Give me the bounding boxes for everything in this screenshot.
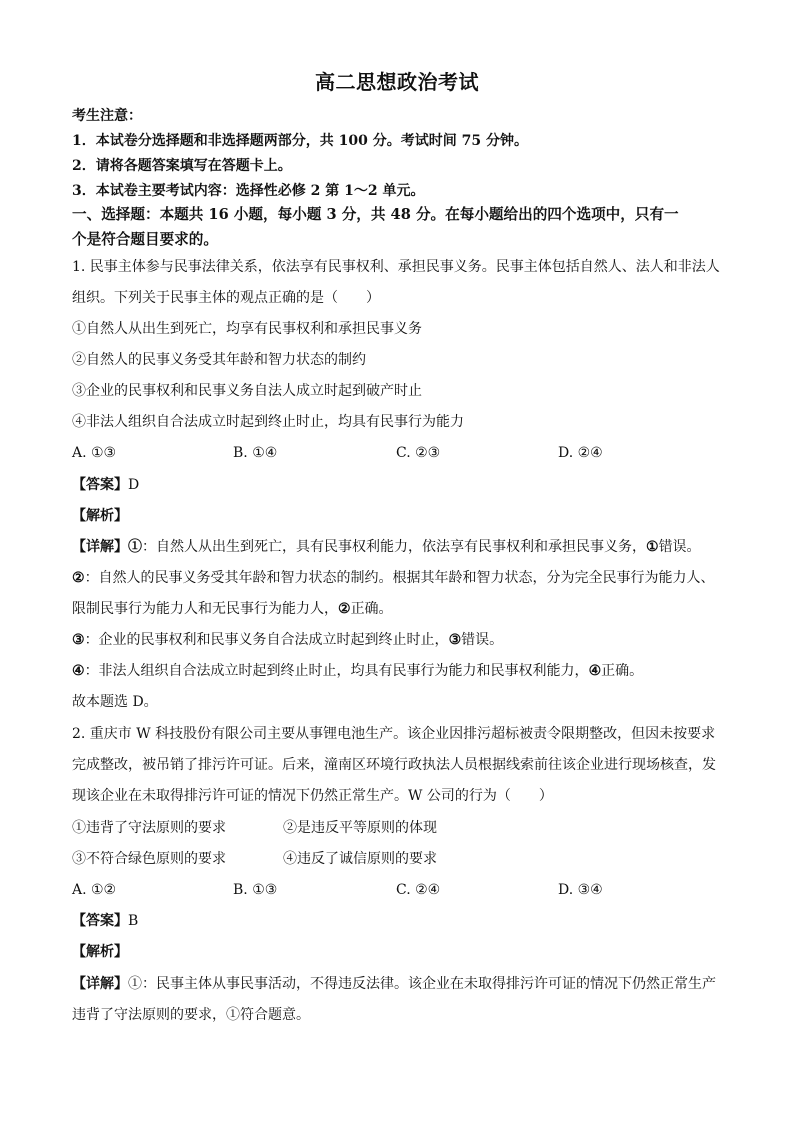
- q1-conclusion: 故本题选 D。: [72, 694, 158, 710]
- notice-item-3: 3．本试卷主要考试内容：选择性必修 2 第 1～2 单元。: [72, 183, 425, 199]
- q1-detail-4-text: ：非法人组织自合法成立时起到终止时止，均具有民事行为能力和民事权利能力，: [84, 663, 589, 679]
- notice-item-2: 2．请将各题答案填写在答题卡上。: [72, 158, 292, 174]
- q1-detail-3-mark-inline: ③: [448, 632, 462, 648]
- q2-detail-line-1: [72, 974, 722, 994]
- q2-option-d: D. ③④: [558, 882, 603, 898]
- q1-detail-3-mark: ③: [72, 632, 85, 648]
- q1-detail-2-text-cont: 限制民事行为能力人和无民事行为能力人，: [72, 601, 338, 617]
- notice-heading: 考生注意：: [72, 108, 142, 124]
- q1-detail-line-3: [72, 599, 722, 619]
- q1-option-b: B. ①④: [233, 445, 278, 461]
- q2-option-b: B. ①③: [233, 882, 278, 898]
- q1-detail-3-verdict: 错误。: [461, 632, 504, 648]
- q1-option-d: D. ②④: [558, 445, 603, 461]
- q1-detail-2-text: ：自然人的民事义务受其年龄和智力状态的制约。根据其年龄和智力状态，分为完全民事行为能力人、: [84, 570, 715, 586]
- q1-statement-4: ④非法人组织自合法成立时起到终止时止，均具有民事行为能力: [72, 414, 464, 430]
- section-heading-line-1: 一、选择题：本题共 16 小题，每小题 3 分，共 48 分。在每小题给出的四个选项中，只有一: [72, 206, 679, 223]
- notice-item-1: 1．本试卷分选择题和非选择题两部分，共 100 分。考试时间 75 分钟。: [72, 133, 528, 149]
- q2-statement-2: ②是违反平等原则的体现: [283, 820, 437, 836]
- q1-detail-1-verdict: 错误。: [658, 539, 701, 555]
- q1-detail-line-5: [72, 661, 722, 681]
- q2-stem-line-3: 现该企业在未取得排污许可证的情况下仍然正常生产。W 公司的行为（ ）: [72, 788, 553, 804]
- q1-detail-line-4: [72, 630, 722, 650]
- q1-detail-1-mark: ①: [128, 539, 142, 555]
- q1-option-c: C. ②③: [396, 445, 441, 461]
- exam-title: 高二思想政治考试: [315, 70, 479, 94]
- q2-statement-1: ①违背了守法原则的要求: [72, 820, 226, 836]
- q2-statement-4: ④违反了诚信原则的要求: [283, 851, 437, 867]
- q1-analysis-label: 【解析】: [72, 508, 128, 524]
- q1-detail-4-mark: ④: [72, 663, 85, 679]
- q1-answer-label: 【答案】: [72, 477, 128, 493]
- q1-detail-2-verdict: 正确。: [350, 601, 393, 617]
- q2-statement-3: ③不符合绿色原则的要求: [72, 851, 226, 867]
- q1-statement-2: ②自然人的民事义务受其年龄和智力状态的制约: [72, 352, 366, 368]
- section-heading-line-2: 个是符合题目要求的。: [72, 231, 218, 248]
- q1-answer-value: D: [128, 477, 140, 493]
- q2-detail-1-text: ①：民事主体从事民事活动，不得违反法律。该企业在未取得排污许可证的情况下仍然正常生产: [128, 976, 716, 992]
- q2-stem-line-1: 2. 重庆市 W 科技股份有限公司主要从事锂电池生产。该企业因排污超标被责令限期整改，但因未按要求: [72, 726, 716, 742]
- q2-detail-label: 【详解】: [72, 976, 128, 992]
- q1-statement-3: ③企业的民事权利和民事义务自法人成立时起到破产时止: [72, 383, 422, 399]
- q1-detail-4-verdict: 正确。: [601, 663, 644, 679]
- q2-option-a: A. ①②: [72, 882, 117, 898]
- q1-detail-2-mark: ②: [72, 570, 85, 586]
- q1-option-a: A. ①③: [72, 445, 117, 461]
- q2-analysis-label: 【解析】: [72, 944, 128, 960]
- q1-detail-label: 【详解】: [72, 539, 128, 555]
- q1-detail-3-text: ：企业的民事权利和民事义务自合法成立时起到终止时止，: [84, 632, 449, 648]
- q1-statement-1: ①自然人从出生到死亡，均享有民事权利和承担民事义务: [72, 321, 422, 337]
- q1-stem-line-1: 1. 民事主体参与民事法律关系，依法享有民事权利、承担民事义务。民事主体包括自然人、法人和非法人: [72, 259, 720, 275]
- q1-detail-2-mark-inline: ②: [338, 601, 351, 617]
- q2-answer: [72, 911, 722, 931]
- q1-detail-line-1: [72, 537, 722, 557]
- q1-detail-line-2: [72, 568, 722, 588]
- q1-detail-4-mark-inline: ④: [588, 663, 602, 679]
- q2-answer-value: B: [128, 913, 139, 929]
- q2-answer-label: 【答案】: [72, 913, 128, 929]
- q1-stem-line-2: 组织。下列关于民事主体的观点正确的是（ ）: [72, 290, 380, 306]
- q2-stem-line-2: 完成整改，被吊销了排污许可证。后来，潼南区环境行政执法人员根据线索前往该企业进行现场核查，发: [72, 757, 716, 773]
- q1-detail-1-text: ：自然人从出生到死亡，具有民事权利能力，依法享有民事权利和承担民事义务，: [142, 539, 646, 555]
- q2-detail-line-2: 违背了守法原则的要求，①符合题意。: [72, 1007, 310, 1023]
- q1-answer: [72, 475, 722, 495]
- q2-option-c: C. ②④: [396, 882, 441, 898]
- q1-detail-1-mark-inline: ①: [646, 539, 659, 555]
